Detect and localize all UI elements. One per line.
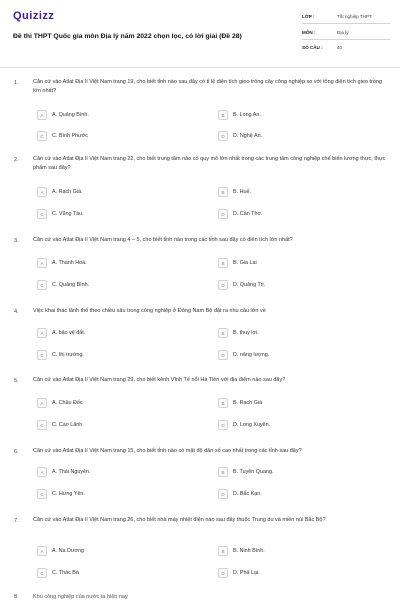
header-divider: [0, 67, 400, 68]
option-a[interactable]: [37, 398, 197, 408]
option-b[interactable]: [218, 398, 378, 408]
option-text: D. Phả Lại.: [233, 570, 260, 576]
meta-label: LỚP :: [302, 14, 315, 19]
option-text: A. Châu Đốc: [52, 400, 83, 406]
option-b[interactable]: [218, 187, 378, 197]
option-letter-box: D: [218, 350, 228, 360]
question-text: Căn cứ vào Atlat Địa lí Việt Nam trang 15, cho biết tỉnh nào có mật độ dân số cao nhất trong các tỉnh sau đây?: [33, 448, 302, 454]
question-text: Căn cứ vào Atlat Địa lí Việt Nam trang 29, cho biết kênh Vĩnh Tế nối Hà Tiên với địa điểm nào sau đây?: [33, 377, 286, 383]
meta-label: MÔN :: [302, 30, 316, 35]
option-letter-box: D: [218, 280, 228, 290]
meta-value: 40: [337, 45, 343, 50]
option-d[interactable]: [218, 568, 378, 578]
option-text: D. Nghệ An.: [233, 133, 263, 139]
option-text: C. thị trường.: [52, 352, 85, 358]
meta-row-class: [302, 12, 390, 24]
option-text: C. Thác Bà: [52, 570, 79, 576]
option-d[interactable]: [218, 280, 378, 290]
question-number: 8.: [14, 594, 19, 600]
option-text: B. Tuyên Quang.: [233, 469, 274, 475]
question-text: Căn cứ vào Atlat Địa lí Việt Nam trang 4 – 5, cho biết tỉnh nào trong các tỉnh sau đây có diện tích lớn nhất?: [33, 237, 293, 243]
option-letter-box: B: [218, 187, 228, 197]
question-text: Việc khai thác lãnh thổ theo chiều sâu trong công nghiệp ở Đông Nam Bộ đặt ra nhu cầu lớn về: [33, 308, 266, 314]
option-letter-box: C: [37, 280, 47, 290]
option-letter-box: B: [218, 398, 228, 408]
question-number: 7.: [14, 518, 19, 524]
option-d[interactable]: [218, 350, 378, 360]
option-letter-box: B: [218, 546, 228, 556]
question-number: 3.: [14, 238, 19, 244]
option-letter-box: C: [37, 489, 47, 499]
option-a[interactable]: [37, 258, 197, 268]
option-text: B. Huế.: [233, 189, 251, 195]
question-text: Căn cứ vào Atlat Địa lí Việt Nam trang 26, cho biết nhà máy nhiệt điện nào sau đây thuộc Trung du và miền núi Bắc Bộ?: [33, 517, 326, 523]
option-letter-box: D: [218, 209, 228, 219]
option-c[interactable]: [37, 350, 197, 360]
option-c[interactable]: [37, 568, 197, 578]
option-b[interactable]: [218, 467, 378, 477]
option-a[interactable]: [37, 467, 197, 477]
option-letter-box: B: [218, 328, 228, 338]
option-text: D. Bắc Kạn.: [233, 491, 262, 497]
question-number: 2.: [14, 157, 19, 163]
option-letter-box: B: [218, 110, 228, 120]
option-text: B. Long An.: [233, 112, 261, 118]
meta-row-question-count: [302, 43, 390, 55]
meta-row-subject: [302, 28, 390, 40]
option-b[interactable]: [218, 110, 378, 120]
option-letter-box: D: [218, 568, 228, 578]
option-letter-box: A: [37, 467, 47, 477]
option-d[interactable]: [218, 209, 378, 219]
option-text: B. thuỷ lợi.: [233, 330, 259, 336]
option-b[interactable]: [218, 546, 378, 556]
option-c[interactable]: [37, 131, 197, 141]
option-letter-box: A: [37, 398, 47, 408]
option-letter-box: D: [218, 131, 228, 141]
question-text: Căn cứ vào Atlat Địa lí Việt Nam trang 19, cho biết tỉnh nào sau đây có tỉ lệ diện tích gieo trồng cây công nghiệp so với tổng diện tích gieo trồng lớn nhất?: [33, 79, 383, 94]
option-text: A. Quảng Bình.: [52, 112, 89, 118]
option-text: A. Na Dương: [52, 548, 85, 554]
option-letter-box: C: [37, 131, 47, 141]
option-c[interactable]: [37, 209, 197, 219]
option-letter-box: C: [37, 350, 47, 360]
option-text: D. Quảng Trị.: [233, 282, 266, 288]
option-text: C. Vũng Tàu.: [52, 211, 84, 217]
option-text: A. Rạch Giá.: [52, 189, 83, 195]
option-text: A. Thái Nguyên.: [52, 469, 91, 475]
meta-value: Địa lý: [337, 30, 349, 35]
option-letter-box: A: [37, 258, 47, 268]
option-letter-box: A: [37, 110, 47, 120]
option-letter-box: A: [37, 546, 47, 556]
option-letter-box: C: [37, 209, 47, 219]
option-text: B. Gia Lai: [233, 260, 257, 266]
option-text: D. Cần Thơ.: [233, 211, 263, 217]
option-text: A. Thanh Hoá.: [52, 260, 87, 266]
option-text: D. Long Xuyên.: [233, 422, 271, 428]
option-d[interactable]: [218, 131, 378, 141]
worksheet-title: Đề thi THPT Quốc gia môn Địa lý năm 2022 chọn lọc, có lời giải (Đề 28): [13, 33, 242, 40]
question-number: 5.: [14, 378, 19, 384]
option-c[interactable]: [37, 420, 197, 430]
option-text: C. Cao Lãnh: [52, 422, 83, 428]
option-b[interactable]: [218, 328, 378, 338]
option-a[interactable]: [37, 328, 197, 338]
question-number: 4.: [14, 309, 19, 315]
option-text: C. Bình Phước: [52, 133, 88, 139]
option-text: B. Ninh Bình.: [233, 548, 265, 554]
meta-value: Tốt nghiệp THPT: [337, 14, 372, 19]
option-a[interactable]: [37, 110, 197, 120]
option-a[interactable]: [37, 187, 197, 197]
option-letter-box: C: [37, 568, 47, 578]
option-d[interactable]: [218, 489, 378, 499]
option-d[interactable]: [218, 420, 378, 430]
option-a[interactable]: [37, 546, 197, 556]
option-text: D. năng lượng.: [233, 352, 270, 358]
option-text: B. Rạch Giá: [233, 400, 263, 406]
question-number: 6.: [14, 449, 19, 455]
option-letter-box: C: [37, 420, 47, 430]
option-letter-box: B: [218, 467, 228, 477]
option-letter-box: A: [37, 187, 47, 197]
question-text: Khu công nghiệp của nước ta hiện nay: [33, 594, 128, 600]
meta-label: SỐ CÂU :: [302, 45, 323, 50]
option-text: C. Quảng Bình.: [52, 282, 90, 288]
question-text: Căn cứ vào Atlat Địa lí Việt Nam trang 22, cho biết trung tâm nào có quy mô lớn nhất trong các trung tâm công nghiệp chế biến lương thực, thực phẩm sau đây?: [33, 156, 386, 171]
option-letter-box: D: [218, 420, 228, 430]
option-b[interactable]: [218, 258, 378, 268]
quizizz-logo: Quizizz: [13, 10, 55, 22]
option-text: C. Hưng Yên.: [52, 491, 85, 497]
option-c[interactable]: [37, 489, 197, 499]
option-letter-box: B: [218, 258, 228, 268]
option-text: A. bảo vệ đất.: [52, 330, 86, 336]
option-c[interactable]: [37, 280, 197, 290]
worksheet-header: [0, 0, 400, 68]
option-letter-box: D: [218, 489, 228, 499]
option-letter-box: A: [37, 328, 47, 338]
question-number: 1.: [14, 80, 19, 86]
